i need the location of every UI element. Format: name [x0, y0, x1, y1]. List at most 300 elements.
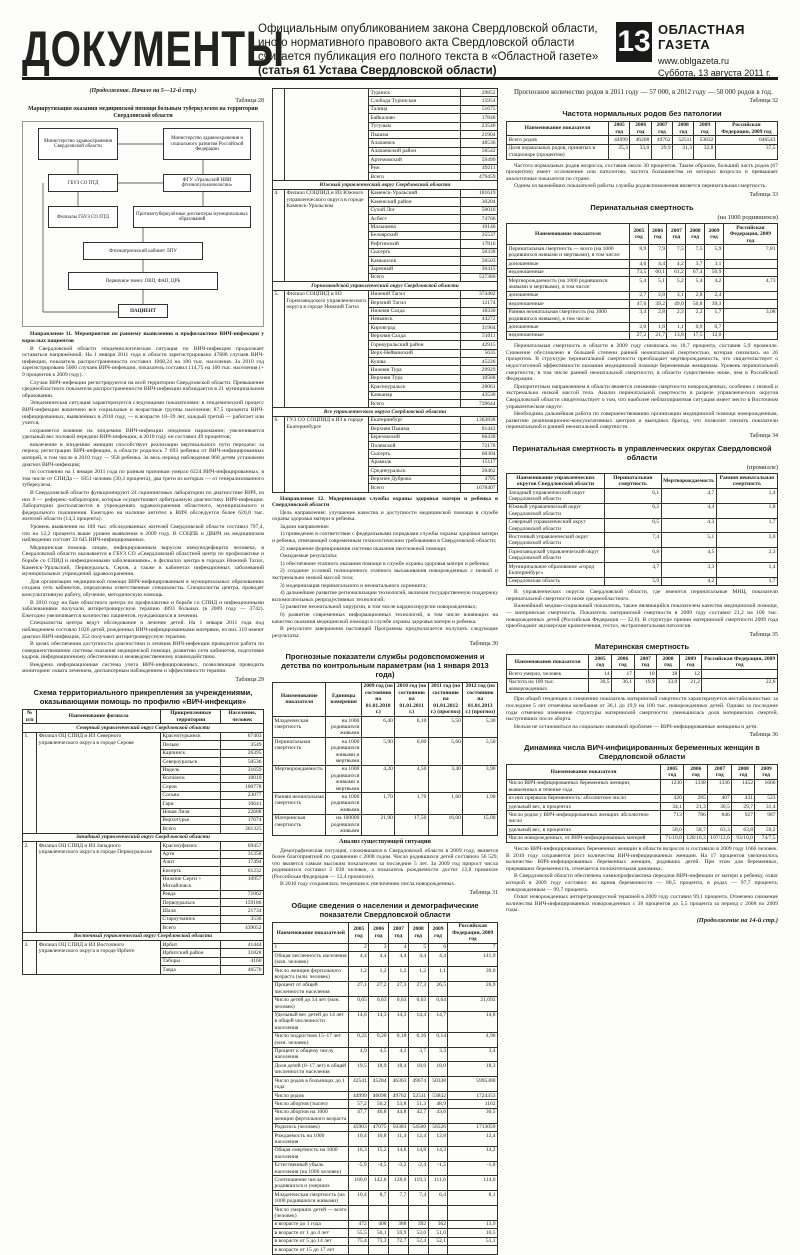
- table-row: [23, 842, 264, 850]
- table-cell-number: 18,4: [389, 1062, 409, 1077]
- table-cell-number: 49674: [408, 1077, 428, 1092]
- table-cell-number: 5,60: [428, 738, 463, 766]
- table-cell-number: 6,2: [604, 503, 661, 518]
- table-header-cell: 2009 год: [428, 922, 448, 943]
- table-row: [273, 290, 498, 298]
- table-36: [506, 764, 778, 843]
- table-cell: Горнозаводской управленческий округ Свердловской области: [507, 548, 605, 563]
- table-cell: Доля нормальных родов, принятых в стационаре (процентов): [507, 144, 609, 159]
- table-header-cell: Наименование филиала: [37, 709, 161, 724]
- table-cell: Родилось (человек): [273, 1123, 349, 1131]
- table-cell-number: [428, 1246, 448, 1254]
- table-header-cell: Наименование показателя: [273, 682, 326, 716]
- table-cell-number: 5,1: [661, 533, 716, 548]
- table-cell-number: 2,7: [629, 291, 648, 299]
- table-cell-number: 5,4: [686, 277, 705, 292]
- table-cell-number: 14,8: [448, 1011, 498, 1032]
- table-header-cell: 2010 год (по состоянию на 01.01.2011 г.): [395, 682, 428, 716]
- table-36-title: Динамика числа ВИЧ-инфицированных беременных женщин в Свердловской области: [524, 743, 760, 762]
- table-cell: недоношенные: [507, 331, 630, 339]
- table-cell-number: 17,50: [395, 814, 428, 835]
- table-cell: Число женщин фертильного возраста (млн. человек): [273, 967, 349, 982]
- table-cell-number: 23540: [460, 122, 497, 130]
- table-32: [506, 121, 778, 160]
- table-cell-number: 3,0: [716, 533, 777, 548]
- table-cell-number: 52511: [673, 136, 694, 144]
- table-cell-number: 31828: [221, 949, 264, 957]
- table-row: [273, 1161, 498, 1176]
- table-cell-number: 21904: [460, 131, 497, 139]
- table-cell: Нижний Тагил: [369, 290, 461, 298]
- table-cell-org: Филиал СОЦПИД и ИЗ Горнозаводского управленческого округа в городе Нижний Тагил: [285, 290, 369, 408]
- table-cell: Всего: [369, 273, 461, 281]
- table-cell: Байкалово: [369, 114, 461, 122]
- table-number: Таблица 33: [749, 192, 778, 198]
- table-cell-org: Филиал ОЦ СПИД и ИЗ Восточного управленческого округа в городе Ирбите: [37, 941, 161, 975]
- table-cell-number: 0,20: [369, 1032, 389, 1047]
- table-cell-number: 407: [708, 794, 732, 802]
- table-cell-number: [723, 291, 777, 299]
- table-29-continued: [272, 88, 498, 493]
- table-row: [273, 1246, 498, 1254]
- table-29-title: Схема территориального прикрепления за учреждениями, оказывающими помощь по профилю «ВИЧ-инфекция»: [33, 687, 253, 706]
- table-cell-number: 14,6: [349, 1011, 369, 1032]
- table-cell-number: 93/10,0: [732, 834, 755, 842]
- table-cell-number: 53832: [694, 136, 715, 144]
- table-cell-number: 0,63: [389, 996, 409, 1011]
- table-cell-number: 14,3: [369, 1011, 389, 1032]
- table-cell: Ранняя неонатальная смертность (на 1000 родившихся живыми), в том числе:: [507, 308, 630, 323]
- table-cell-number: 59,9: [389, 1229, 409, 1237]
- table-cell-number: 3549: [221, 741, 264, 749]
- table-header-cell: Российская Федерация, 2009 год: [448, 922, 498, 943]
- table-cell: Кушва: [369, 358, 461, 366]
- table-cell-number: 388: [389, 1220, 409, 1228]
- table-cell-number: 75,4: [349, 1237, 369, 1245]
- diagram-box-ministry-federal: Министерство здравоохранения и социального развития Российской Федерации: [163, 128, 251, 160]
- paragraph: Демографическая ситуация, сложившаяся в Свердловской области в 2009 году, является более благоприятной по сравнению с 2008 годом. Число родившихся детей составило 56 529, что является самым высоким показателем за последние 5 лет. За 2009 год прирост числа родившихся составил 2 038 человек, а показатель рождаемости достиг 12,8 промилле (Российская Федерация — 12,4 промилле).: [272, 847, 498, 880]
- table-cell-number: 59,2: [755, 826, 778, 834]
- table-cell-number: 12,4: [408, 1132, 428, 1147]
- table-number: Таблица 35: [749, 631, 778, 638]
- table-row: [273, 717, 498, 738]
- table-cell-number: 1,7: [705, 308, 724, 323]
- table-cell-number: 18,3: [448, 1062, 498, 1077]
- table-region-row: [23, 833, 264, 841]
- paragraph: В Свердловской области эпидемиологическая ситуация по ВИЧ-инфекции продолжает оставаться напряжённой. На 1 января 2011 года в области зарегистрировано 47888 случаев ВИЧ-инфекции, показатель распространенности составил 1068,24 на 100 тыс. населения. За 2010 год зарегистрировано 5060 случаев ВИЧ-инфекции, показатель составил 114,75 на 100 тыс. населения (+ 9 процентов к 2009 году).: [22, 345, 264, 378]
- table-cell: Ранняя неонатальная смертность: [273, 793, 326, 814]
- table-row: [273, 996, 498, 1011]
- table-cell: Реж: [369, 164, 461, 172]
- table-cell: Материнская смертность: [273, 814, 326, 835]
- table-cell-number: 2: [349, 943, 369, 951]
- table-cell-number: 61232: [221, 867, 264, 875]
- table-cell-number: 5,9: [604, 577, 661, 585]
- newspaper-masthead: [658, 22, 778, 78]
- table-cell-number: 49,0: [667, 300, 686, 308]
- table-cell: Ирбит: [160, 941, 221, 949]
- table-cell-number: 36,1: [611, 678, 634, 693]
- table-cell-number: 29852: [460, 89, 497, 97]
- table-cell-number: 19,5: [349, 1062, 369, 1077]
- table-cell-number: 1678407: [460, 484, 497, 492]
- table-number: Таблица 36: [749, 732, 778, 739]
- table-cell: Верхняя Салда: [369, 332, 461, 340]
- paragraph: Специалисты центра ведут обследование и лечение детей. На 1 января 2011 года под наблюдением состояло 1026 детей, рожденных ВИЧ-инфицированными матерями, из них 319 имеют диагноз ВИЧ-инфекция, 252 получают антиретровирусную терапию.: [22, 620, 264, 640]
- table-cell-number: 39,0: [448, 967, 498, 982]
- paragraph: 1) обеспечение этапного оказания помощи в службе охраны здоровья матери и ребенка;: [280, 560, 490, 567]
- paragraph: Охват новорожденных антиретровирусной терапией в 2009 году составил 99,1 процента. Отмечено снижение количества ВИЧ-инфицированных новорожденных с 38 процентов до 5,5 процента за период с 2008 по 2009 годы.: [506, 894, 778, 914]
- table-cell-number: 3,08: [723, 308, 777, 323]
- table-cell: Шаля: [160, 907, 221, 915]
- table-30-body: [273, 717, 498, 836]
- table-cell-number: 28061: [460, 383, 497, 391]
- table-cell: Каменск-Уральский: [369, 189, 461, 197]
- table-cell: Соотношение числа родившихся и умерших: [273, 1176, 349, 1191]
- table-30: [272, 682, 498, 836]
- table-row: [273, 189, 498, 197]
- table-cell-number: 4,2: [705, 277, 724, 292]
- table-cell: 1.: [23, 732, 37, 833]
- table-cell-number: [369, 1206, 389, 1221]
- table-cell-number: 2,3: [716, 548, 777, 563]
- table-header-cell: 2007 год: [389, 922, 409, 943]
- table-cell-number: 51,3: [408, 1100, 428, 1108]
- table-cell-number: 6,1: [604, 489, 661, 504]
- table-cell-number: 13,9: [448, 1220, 498, 1228]
- table-cell: Процент от общей численности населения: [273, 981, 349, 996]
- table-cell-number: 50383: [389, 1123, 409, 1131]
- table-cell-number: 54500: [408, 1123, 428, 1131]
- table-header-cell: № п/п: [23, 709, 37, 724]
- table-cell-number: 646543: [715, 136, 777, 144]
- table-cell: Североуральск: [160, 758, 221, 766]
- table-cell-number: 49762: [389, 1092, 409, 1100]
- diagram-box-ministry-region: Министерство здравоохранения Свердловской области: [38, 128, 118, 160]
- table-cell-number: [389, 1246, 409, 1254]
- table-cell-number: 361325: [221, 825, 264, 833]
- table-cell-number: 4,2: [661, 577, 716, 585]
- table-cell-number: 392: [408, 1220, 428, 1228]
- table-cell-number: [723, 268, 777, 276]
- page-number: 13: [616, 22, 652, 62]
- table-row: [273, 1237, 498, 1245]
- table-row: [273, 1108, 498, 1123]
- table-row: [273, 943, 498, 951]
- table-cell-number: 12174: [460, 299, 497, 307]
- table-row: [507, 811, 778, 826]
- table-cell-number: 4,96: [448, 1032, 498, 1047]
- table-region-label: Восточный управленческий округ Свердловской области: [23, 932, 264, 940]
- table-cell-number: 5995380: [448, 1077, 498, 1092]
- table-row: [507, 803, 778, 811]
- table-cell-number: -5,9: [349, 1161, 369, 1176]
- table-header-cell: Российская Федерация, 2009 год: [702, 655, 778, 670]
- table-cell: Число абортов на 1000 женщин фертильного возраста: [273, 1108, 349, 1123]
- table-cell-number: 7,7: [389, 1191, 409, 1206]
- table-cell: Слобода Туринская: [369, 97, 461, 105]
- table-row: [273, 1047, 498, 1062]
- table-cell-number: 66430: [460, 433, 497, 441]
- paragraph: В управленческих округах Свердловской области, где имеются перинатальные МНЦ, показатели перинатальной смертности ниже среднеобластного.: [506, 589, 778, 602]
- table-cell-number: 111,6: [428, 1176, 448, 1191]
- table-header-cell: 2006 год: [630, 121, 651, 136]
- table-cell: Артемовский: [369, 156, 461, 164]
- table-cell-number: 45226: [460, 358, 497, 366]
- table-region-label: Северный управленческий округ Свердловской области: [23, 724, 264, 732]
- table-cell: Екатеринбург: [369, 416, 461, 424]
- paragraph: [272, 496, 498, 509]
- table-cell-number: 42915: [460, 341, 497, 349]
- table-31-body: [273, 943, 498, 1254]
- table-cell-number: 3,1: [667, 291, 686, 299]
- table-cell: Рождаемость на 1000 населения: [273, 1132, 349, 1147]
- table-cell: Верхняя Пышма: [369, 425, 461, 433]
- paragraph: При общей тенденции к снижению показатель материнской смертности характеризуется нестабильностью: за последние 5 лет отмечены колебания от 36,1 до 19,9 на 100 тыс. новорожденных детей. Однако за последние годы отмечено изменение структуры материнской смертности: уменьшилась доля материнских смертей, наступивших после аборта.: [506, 696, 778, 723]
- table-cell-number: 71/10,0: [661, 834, 684, 842]
- table-cell: Всего умерло, человек: [507, 670, 589, 678]
- table-cell: Гари: [160, 800, 221, 808]
- column-3: [506, 88, 778, 1088]
- table-cell-number: 114,0: [448, 1176, 498, 1191]
- table-cell-number: 56503: [460, 257, 497, 265]
- table-cell-number: 1,2: [369, 967, 389, 982]
- table-cell-number: 43,6: [428, 1108, 448, 1123]
- table-cell-number: 21,092: [448, 996, 498, 1011]
- table-cell-number: 4,5: [369, 1047, 389, 1062]
- table-cell: Сысерть: [369, 248, 461, 256]
- table-cell-number: 6: [428, 943, 448, 951]
- table-cell: Красноуральск: [369, 383, 461, 391]
- table-header-cell: Наименование показателей: [273, 922, 349, 943]
- table-34: [506, 473, 778, 586]
- table-cell-number: 17674: [221, 816, 264, 824]
- table-cell-number: 3,40: [428, 765, 463, 793]
- table-region-label: Горнозаводской управленческий округ Свердловской области: [273, 282, 498, 290]
- table-29-continued-body: [273, 89, 498, 493]
- table-header-cell: 2012 год (по состоянию на 01.01.2013 г.) (прогноз): [463, 682, 498, 716]
- diagram-box-patient: ПАЦИЕНТ: [118, 304, 168, 318]
- table-region-label: Южный управленческий округ Свердловской области: [273, 181, 498, 189]
- table-cell: Число подростков 15–17 лет (млн. человек): [273, 1032, 349, 1047]
- table-header-cell: 2008 год: [686, 224, 705, 245]
- table-cell-number: 12: [679, 670, 702, 678]
- table-region-row: [273, 408, 498, 416]
- header-description-text: Официальным опубликованием закона Свердловской области, иного нормативного правового акта Свердловской области считается публикация его полного текста в «Областной газете»: [258, 23, 599, 63]
- table-cell: Число новорожденных, от ВИЧ-инфицированных матерей: [507, 834, 661, 842]
- table-cell-number: 846: [708, 811, 732, 826]
- table-cell-number: 14,6: [389, 1146, 409, 1161]
- table-cell: Младенческая смертность: [273, 717, 326, 738]
- table-row: [273, 1191, 498, 1206]
- table-header-cell: Российская Федерация, 2009 год: [723, 224, 777, 245]
- table-cell-number: 27,3: [408, 981, 428, 996]
- table-cell-number: 18: [657, 670, 680, 678]
- table-cell-number: 107/12,6: [708, 834, 732, 842]
- table-cell-number: 61,2: [667, 268, 686, 276]
- table-cell-number: 18,9: [369, 1062, 389, 1077]
- table-cell: Свердловская область: [507, 577, 605, 585]
- table-cell-number: 4,7: [604, 563, 661, 578]
- table-region-label: Западный управленческий округ Свердловской области: [23, 833, 264, 841]
- table-cell-number: 15,2: [369, 1146, 389, 1161]
- table-cell-number: 49762: [651, 136, 672, 144]
- table-cell-number: 48,9: [428, 1100, 448, 1108]
- table-cell-number: 59499: [460, 156, 497, 164]
- table-header-cell: 2006 год: [648, 224, 667, 245]
- table-cell-number: 1713059: [448, 1123, 498, 1131]
- table-cell: Доля детей (0–17 лет) в общей численности населения: [273, 1062, 349, 1077]
- table-number: Таблица 34: [749, 433, 778, 439]
- table-cell-number: 0,16: [408, 1032, 428, 1047]
- table-cell: Рефтинский: [369, 240, 461, 248]
- table-cell: из них прервали беременность: абсолютное число: [507, 794, 661, 802]
- table-row: [23, 941, 264, 949]
- table-cell: Серов: [160, 783, 221, 791]
- table-cell-number: 1,70: [395, 793, 428, 814]
- paragraph: Медицинская помощь лицам, инфицированным вирусом иммунодефицита человека, в Свердловской области оказывается в ГБУЗ СО «Свердловский областной центр по профилактике и борьбе со СПИД и инфекционными заболеваниями», в филиалах центра в городах Нижний Тагил, Каменск-Уральский, Первоуральск, Серов, а также в кабинетах инфекционных заболеваний муниципальных учреждений здравоохранения.: [22, 544, 264, 578]
- table-cell: Невьянск: [369, 315, 461, 323]
- table-cell-org: Филиал ОЦ СПИД и ИЗ Западного управленческого округа в городе Первоуральске: [37, 842, 161, 932]
- table-cell: Алапаевский район: [369, 147, 461, 155]
- continuation-note: (Продолжение. Начало на 5—12-й стр.): [89, 88, 197, 94]
- table-header-row: [507, 765, 778, 780]
- table-cell-number: 47,6: [629, 300, 648, 308]
- table-cell-number: -3,2: [389, 1161, 409, 1176]
- paragraph: Перинатальная смертность в области в 2009 году снизилась на 18,7 процента, составив 5,9 промилле. Снижение обусловлено в большей степени ранней неонатальной смертностью, которая снизилась на 26 процентов. В структуре перинатальной смертности преобладает мертворождаемость, что свидетельствует о недостаточной эффективности оказания медицинской помощи беременным женщинам. Уровень перинатальной смертности, в том числе ранней неонатальной смертности, в области существенно ниже, чем в Российской Федерации.: [506, 343, 778, 383]
- table-cell: Общая смертность на 1000 населения: [273, 1146, 349, 1161]
- paragraph: Прогнозное количество родов в 2011 году — 57 000, в 2012 году — 58 000 родов в год.: [514, 88, 773, 96]
- table-cell-number: 1,1: [667, 323, 686, 331]
- table-number: Таблица 30: [469, 641, 498, 648]
- table-cell-number: 53,0: [408, 1229, 428, 1237]
- table-cell-number: 23077: [221, 791, 264, 799]
- diagram-box-primary-care: Первичное звено: ОВП, ФАП, ЦРБ: [68, 272, 218, 290]
- table-33-title: Перинатальная смертность: [590, 202, 694, 212]
- table-cell-number: 45284: [369, 1077, 389, 1092]
- table-cell-number: 3,1: [705, 260, 724, 268]
- table-cell-number: 4,6: [629, 260, 648, 268]
- paragraph: В целях обеспечения доступности диагностики и лечения ВИЧ-инфекции проводится работа по совершенствованию системы оказания медицинской помощи, развитию сети кабинетов, подготовке кадров, информационному обеспечению и межведомственному взаимодействию.: [22, 641, 264, 661]
- table-cell-number: 713: [661, 811, 684, 826]
- table-row: [273, 967, 498, 982]
- table-cell-number: 31659: [221, 766, 264, 774]
- table-cell-number: 63,8: [732, 826, 755, 834]
- table-row: [273, 1062, 498, 1077]
- table-cell: Волчанск: [160, 774, 221, 782]
- table-33: [506, 223, 778, 340]
- table-cell-number: 10,4: [349, 1191, 369, 1206]
- table-cell-number: 4,1: [389, 1047, 409, 1062]
- table-cell-number: 5,90: [361, 738, 394, 766]
- table-cell-number: 15,00: [463, 814, 498, 835]
- table-cell: Сосьва: [160, 791, 221, 799]
- paragraph: В результате завершения настоящей Программы предполагается получить следующие результаты:: [272, 626, 498, 639]
- table-cell-number: 3,4: [448, 1047, 498, 1062]
- table-header-cell: Перинатальная смертность: [604, 474, 661, 489]
- table-cell: Число родов у ВИЧ-инфицированных женщин: абсолютное число: [507, 811, 661, 826]
- table-cell-number: 31,4: [755, 803, 778, 811]
- table-cell-number: 4,4: [349, 952, 369, 967]
- table-35: [506, 654, 778, 693]
- table-cell: Малышева: [369, 223, 461, 231]
- table-cell-number: 50,9: [705, 268, 724, 276]
- table-row: [507, 277, 778, 292]
- table-cell-number: -1,5: [428, 1161, 448, 1176]
- table-cell-number: 5,30: [463, 717, 498, 738]
- table-cell-number: 45903: [349, 1123, 369, 1131]
- table-cell-number: 71062: [221, 890, 264, 898]
- table-35-body: [507, 670, 778, 693]
- newspaper-url[interactable]: www.oblgazeta.ru: [658, 56, 730, 66]
- table-cell-number: 439052: [221, 924, 264, 932]
- table-row: [507, 260, 778, 268]
- table-header-cell: 2008 год: [657, 655, 680, 670]
- table-cell: Березовский: [369, 433, 461, 441]
- table-cell-number: 17816: [460, 240, 497, 248]
- paragraph: 1) приведение в соответствие с федеральными порядками службы охраны здоровья матери и ребенка, отвечающей современным технологическим требованиям в Свердловской области;: [272, 531, 498, 545]
- table-cell-number: 26,9: [448, 981, 498, 996]
- table-cell: Нижняя Салда: [369, 307, 461, 315]
- table-cell-number: 128/16,3: [684, 834, 708, 842]
- table-row: [273, 1092, 498, 1100]
- table-cell-number: 141,9: [448, 952, 498, 967]
- table-cell: удельный вес, в процентах: [507, 826, 661, 834]
- table-cell-number: 60,1: [648, 268, 667, 276]
- table-cell-number: 4795: [460, 475, 497, 483]
- paragraph: Нельзя не остановиться на социально значимой проблеме — ВИЧ-инфицированные женщины и дети.: [514, 723, 758, 730]
- table-cell-number: 43530: [460, 391, 497, 399]
- table-cell: Новая Ляля: [160, 808, 221, 816]
- table-cell: в возрасте от 15 до 17 лет: [273, 1246, 349, 1254]
- table-cell-number: 3,3: [428, 1047, 448, 1062]
- table-cell-number: 26,5: [428, 981, 448, 996]
- direction-12-heading: Направление 12. Модернизация службы охраны здоровья матери и ребенка в Свердловской области: [272, 495, 498, 509]
- table-cell-number: 1,2: [389, 967, 409, 982]
- paragraph: вовлечение в эпидемию женщин способствует реализации вертикального пути передачи: за период регистрации ВИЧ-инфекции, в области родилось 7 693 ребенка от ВИЧ-инфицированных матерей, в том числе в 2010 году — 958 ребенка. За весь период наблюдения 968 детям установлен диагноз ВИЧ-инфекция;: [22, 441, 264, 468]
- table-cell: в возрасте до 1 года: [273, 1220, 349, 1228]
- table-cell-number: 5: [408, 943, 428, 951]
- table-cell-number: 1230: [661, 779, 684, 794]
- table-35-title: Материнская смертность: [594, 642, 690, 652]
- table-cell-number: 46098: [369, 1092, 389, 1100]
- table-cell-number: 14,3: [428, 1146, 448, 1161]
- section-title: ДОКУМЕНТЫ: [22, 21, 285, 77]
- table-cell: Староуткинск: [160, 915, 221, 923]
- table-row: [273, 1229, 498, 1237]
- table-cell-number: 81442: [460, 425, 497, 433]
- diagram-title: Маршрутизация оказания медицинской помощи больным туберкулезом на территории Свердловской области: [28, 106, 258, 119]
- table-31: [272, 922, 498, 1255]
- paragraph: Уровень выявления на 100 тыс. обследованных жителей Свердловской области составил 797,4, что на 12,2 процента выше уровня выявления в 2009 году. В СОЦПБ и ДВИЧ на медицинском наблюдении состоят 33 645 ВИЧ-инфицированных.: [22, 524, 264, 544]
- table-cell: 5.: [273, 290, 285, 408]
- table-cell-number: 42,7: [408, 1108, 428, 1123]
- table-cell: Арти: [160, 850, 221, 858]
- table-36-body: [507, 779, 778, 842]
- table-header-row: [507, 655, 778, 670]
- table-cell-number: 10146: [460, 223, 497, 231]
- table-cell-number: 1,7: [716, 518, 777, 533]
- table-cell: Пышма: [369, 131, 461, 139]
- table-cell-number: 50,8: [686, 300, 705, 308]
- paragraph: Для организации медицинской помощи ВИЧ-инфицированным в муниципальных образованиях создана сеть кабинетов, определены ответственные специалисты. Специалисты центра, проводят консультативную работу, обучение, методическую помощь.: [22, 578, 264, 598]
- table-cell-number: 1,60: [428, 793, 463, 814]
- table-cell-number: 7,81: [723, 245, 777, 260]
- table-cell-number: 2,8: [686, 291, 705, 299]
- table-cell-number: 30,5: [589, 678, 612, 693]
- table-row: [273, 416, 498, 424]
- table-header-cell: 2009 год: [679, 655, 702, 670]
